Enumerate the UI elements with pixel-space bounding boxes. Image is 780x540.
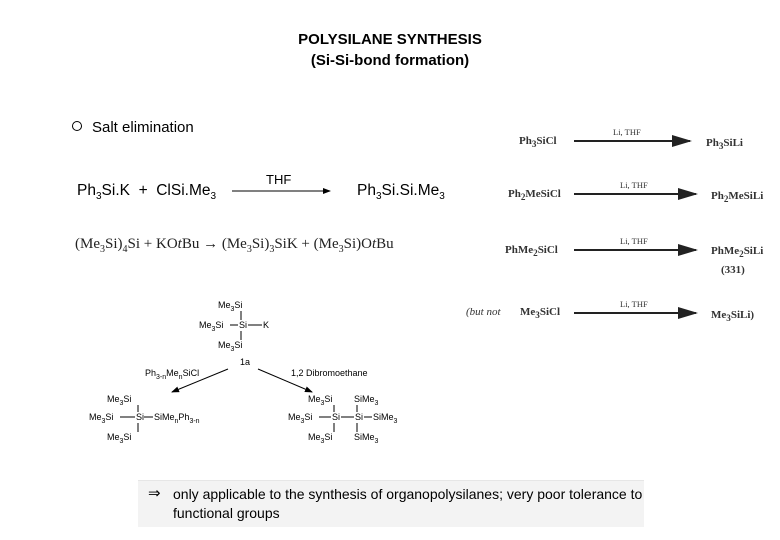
lith-row4-reactant: $Me_3SiCl$ bbox=[520, 306, 561, 321]
center-bottom-me3si: $Me_3Si$ bbox=[218, 340, 243, 353]
right-prod-right: SiMe$_3$ bbox=[373, 412, 398, 425]
left-reagent-label: $Ph_{3-n}Me_nSiCl$ bbox=[145, 368, 200, 381]
left-diagonal-arrow bbox=[172, 369, 228, 392]
lith-row4-prefix: (but not bbox=[466, 306, 501, 318]
lith-row3-product: PhMe$_2$SiLi bbox=[711, 245, 764, 260]
reaction2-equation: $(Me_3Si)_4Si$ + KOtBu → $(Me_3Si)_3SiK$ + $(Me_3Si)OtBu$ bbox=[75, 236, 394, 255]
reaction1-reactants: $Ph_3Si.K$ + $ClSi.Me_3$ bbox=[77, 182, 217, 203]
center-si: Si bbox=[239, 320, 248, 330]
left-prod-bottom: $Me_3Si$ bbox=[107, 432, 132, 445]
left-prod-si: Si bbox=[136, 412, 145, 422]
lith-row1-reactant: $Ph_3SiCl$ bbox=[519, 135, 557, 150]
right-prod-left: $Me_3Si$ bbox=[288, 412, 313, 425]
left-prod-top: $Me_3Si$ bbox=[107, 394, 132, 407]
lith-row3-reagent: Li, THF bbox=[620, 236, 648, 246]
lith-row4-reagent: Li, THF bbox=[620, 299, 648, 309]
right-prod-top-left: $Me_3Si$ bbox=[308, 394, 333, 407]
lith-row2-product: $Ph_2MeSiLi$ bbox=[711, 190, 764, 205]
center-k: K bbox=[263, 320, 270, 330]
lith-row3-compound-no: (331) bbox=[721, 264, 745, 276]
right-prod-top-right: SiMe$_3$ bbox=[354, 394, 379, 407]
lith-row3-reactant: PhMe$_2$SiCl bbox=[505, 244, 558, 259]
lith-row1-product: $Ph_3SiLi$ bbox=[706, 137, 743, 152]
center-left-me3si: $Me_3Si$ bbox=[199, 320, 224, 333]
bullet-label: Salt elimination bbox=[92, 119, 194, 136]
slide-subtitle: (Si-Si-bond formation) bbox=[310, 52, 470, 69]
center-top-me3si: $Me_3Si$ bbox=[218, 300, 243, 313]
reaction1-product: $Ph_3Si.Si.Me_3$ bbox=[357, 182, 445, 203]
right-reagent-label: 1,2 Dibromoethane bbox=[291, 368, 368, 378]
reaction1-reagent: THF bbox=[266, 172, 292, 187]
right-prod-si2: Si bbox=[355, 412, 364, 422]
right-prod-bot-left: $Me_3Si$ bbox=[308, 432, 333, 445]
right-prod-bot-right: SiMe$_3$ bbox=[354, 432, 379, 445]
left-prod-right: $SiMe_nPh_{3-n}$ bbox=[154, 412, 200, 425]
slide-title: POLYSILANE SYNTHESIS bbox=[298, 31, 482, 48]
center-compound-label: 1a bbox=[240, 357, 251, 367]
lith-row1-reagent: Li, THF bbox=[613, 127, 641, 137]
right-diagonal-arrow bbox=[258, 369, 312, 392]
note-text: only applicable to the synthesis of organopolysilanes; very poor tolerance to functional groups bbox=[173, 486, 643, 521]
implies-arrow-icon: ⇒ bbox=[148, 485, 161, 502]
lith-row2-reagent: Li, THF bbox=[620, 180, 648, 190]
right-prod-si1: Si bbox=[332, 412, 341, 422]
lith-row4-product: $Me_3SiLi$) bbox=[711, 309, 755, 324]
left-prod-left: $Me_3Si$ bbox=[89, 412, 114, 425]
lith-row2-reactant: $Ph_2MeSiCl$ bbox=[508, 188, 561, 203]
